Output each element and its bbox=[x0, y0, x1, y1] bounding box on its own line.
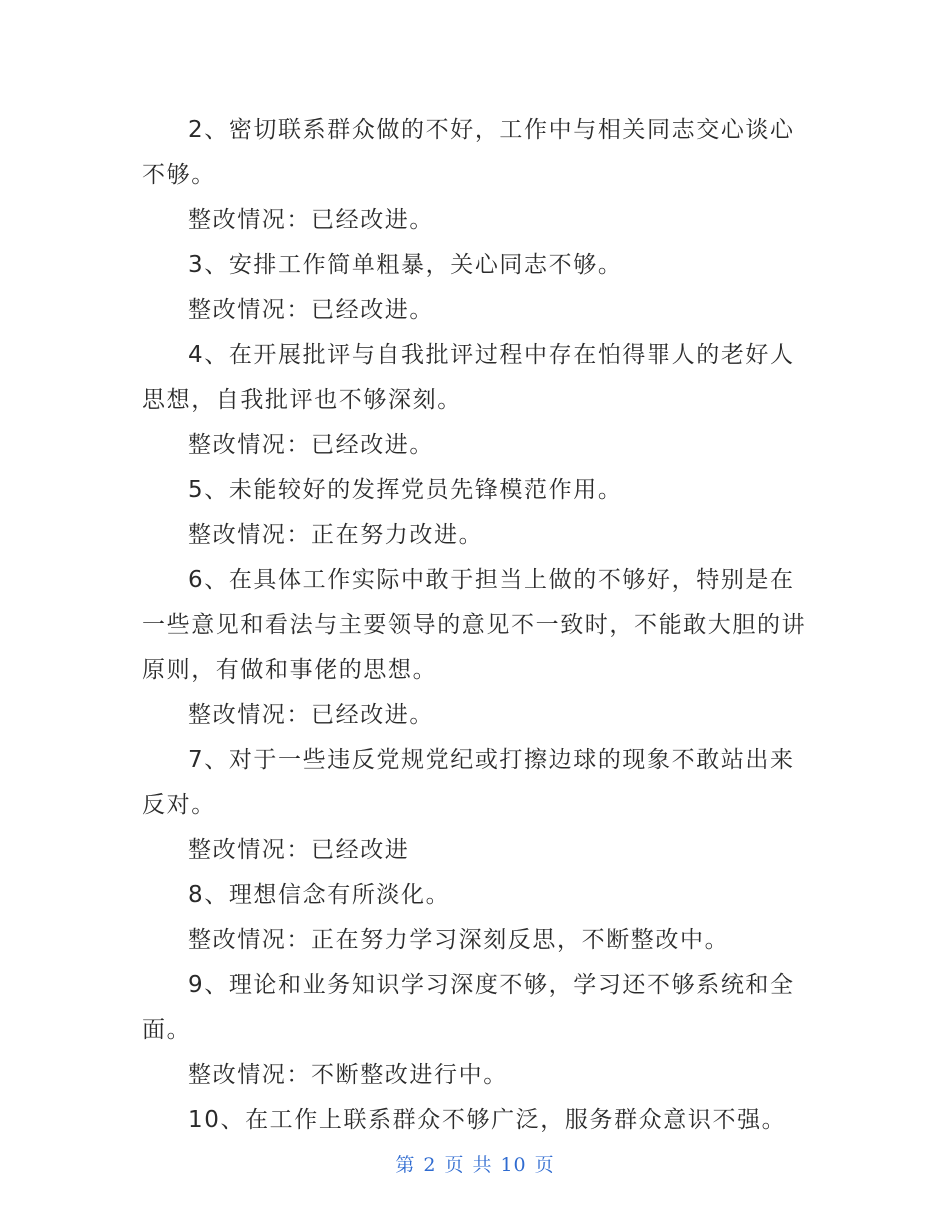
current-page-number: 2 bbox=[423, 1154, 437, 1176]
paragraph: 7、对于一些违反党规党纪或打擦边球的现象不敢站出来反对。 bbox=[142, 747, 795, 818]
paragraph: 整改情况：已经改进 bbox=[188, 837, 410, 863]
paragraph: 9、理论和业务知识学习深度不够，学习还不够系统和全面。 bbox=[142, 972, 795, 1043]
paragraph: 整改情况：正在努力学习深刻反思，不断整改中。 bbox=[188, 927, 730, 953]
footer-total-word: 共 bbox=[472, 1154, 493, 1176]
paragraph: 整改情况：已经改进。 bbox=[188, 297, 434, 323]
footer-suffix: 页 bbox=[534, 1154, 555, 1176]
paragraph: 2、密切联系群众做的不好，工作中与相关同志交心谈心不够。 bbox=[142, 117, 795, 188]
page-footer bbox=[0, 1150, 950, 1177]
footer-prefix: 第 bbox=[395, 1154, 416, 1176]
paragraph: 4、在开展批评与自我批评过程中存在怕得罪人的老好人思想，自我批评也不够深刻。 bbox=[142, 342, 795, 413]
paragraph: 整改情况：正在努力改进。 bbox=[188, 522, 484, 548]
paragraph: 整改情况：已经改进。 bbox=[188, 207, 434, 233]
paragraph: 8、理想信念有所淡化。 bbox=[188, 882, 451, 908]
paragraph: 10、在工作上联系群众不够广泛，服务群众意识不强。 bbox=[188, 1107, 787, 1133]
paragraph: 5、未能较好的发挥党员先锋模范作用。 bbox=[188, 477, 623, 503]
paragraph: 6、在具体工作实际中敢于担当上做的不够好，特别是在一些意见和看法与主要领导的意见不一致时，不能敢大胆的讲原则，有做和事佬的思想。 bbox=[142, 567, 807, 683]
paragraph: 整改情况：已经改进。 bbox=[188, 702, 434, 728]
total-page-count: 10 bbox=[500, 1154, 527, 1176]
paragraph: 整改情况：不断整改进行中。 bbox=[188, 1062, 508, 1088]
footer-page-word: 页 bbox=[444, 1154, 465, 1176]
document-body bbox=[142, 108, 812, 1143]
paragraph: 整改情况：已经改进。 bbox=[188, 432, 434, 458]
paragraph: 3、安排工作简单粗暴，关心同志不够。 bbox=[188, 252, 623, 278]
